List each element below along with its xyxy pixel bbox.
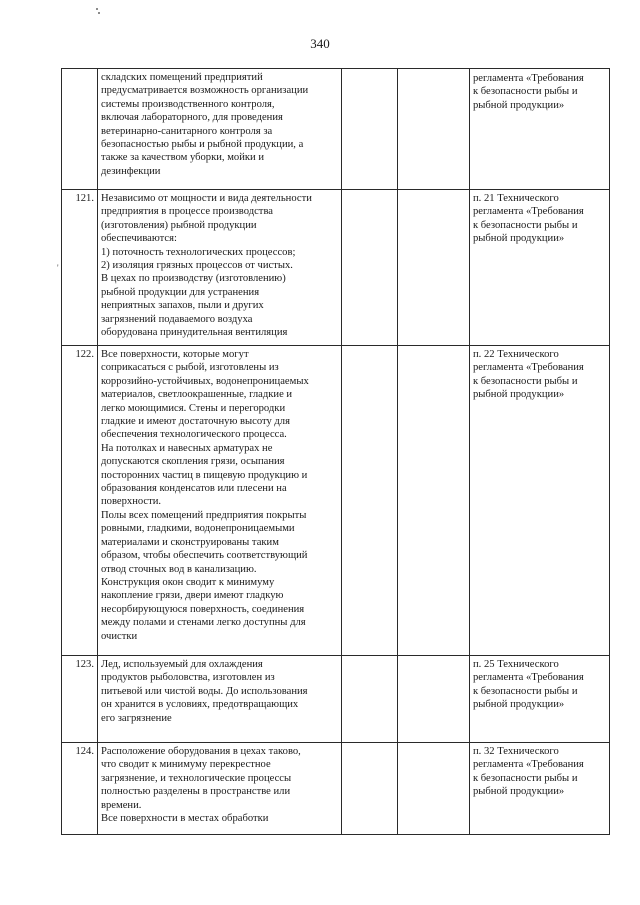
text-line: времени. — [101, 799, 142, 811]
text-line: Полы всех помещений предприятия покрыты — [101, 509, 307, 521]
requirements-table — [61, 68, 610, 835]
text-line: материалами и сконструированы таким — [101, 536, 279, 548]
text-line: предприятия в процессе производства — [101, 206, 274, 218]
text-line: соприкасаться с рыбой, изготовлены из — [101, 362, 279, 374]
text-line: регламента «Требования — [473, 206, 584, 218]
text-line: неприятных запахов, пыли и других — [101, 300, 264, 312]
text-line: безопасностью рыбы и рыбной продукции, а — [101, 139, 304, 151]
requirement-text — [98, 656, 342, 743]
text-line: п. 21 Технического — [473, 193, 559, 204]
text-line: допускаются скопления грязи, осыпания — [101, 456, 285, 468]
empty-cell-b — [398, 743, 470, 835]
table-row — [62, 743, 610, 835]
empty-cell-a — [342, 190, 398, 346]
text-line: ровными, гладкими, водонепроницаемыми — [101, 523, 295, 535]
requirement-text — [98, 69, 342, 190]
text-line: полностью разделены в пространстве или — [101, 786, 291, 798]
row-number: 123. — [62, 656, 98, 743]
table-body — [62, 69, 610, 835]
table-row — [62, 346, 610, 656]
text-line: оборудована принудительная вентиляция — [101, 327, 288, 339]
text-line: продуктов рыболовства, изготовлен из — [101, 672, 275, 684]
empty-cell-b — [398, 69, 470, 190]
empty-cell-a — [342, 346, 398, 656]
scan-speck — [96, 8, 98, 10]
table-row — [62, 190, 610, 346]
text-line: Все поверхности, которые могут — [101, 349, 249, 360]
text-line: п. 32 Технического — [473, 746, 559, 757]
text-line: он хранится в условиях, предотвращающих — [101, 699, 299, 711]
empty-cell-b — [398, 656, 470, 743]
reference-text — [470, 190, 610, 346]
requirement-text — [98, 346, 342, 656]
text-line: коррозийно-устойчивых, водонепроницаемых — [101, 375, 309, 387]
text-line: загрязнений подаваемого воздуха — [101, 313, 253, 325]
text-line: Расположение оборудования в цехах таково, — [101, 746, 301, 757]
reference-text — [470, 743, 610, 835]
empty-cell-b — [398, 190, 470, 346]
text-line: между полами и стенами легко доступны для — [101, 617, 306, 629]
text-line: материалов, светлоокрашенные, гладкие и — [101, 389, 293, 401]
table-row — [62, 69, 610, 190]
text-line: также за качеством уборки, мойки и — [101, 152, 264, 164]
text-line: На потолках и навесных арматурах не — [101, 442, 273, 454]
reference-text — [470, 656, 610, 743]
text-line: к безопасности рыбы и — [473, 219, 578, 231]
text-line: гладкие и имеют достаточную высоту для — [101, 416, 290, 428]
text-line: рыбной продукции» — [473, 99, 565, 111]
empty-cell-a — [342, 69, 398, 190]
text-line: регламента «Требования — [473, 672, 584, 684]
table-row — [62, 656, 610, 743]
text-line: легко моющимися. Стены и перегородки — [101, 402, 286, 414]
requirement-text — [98, 190, 342, 346]
text-line: накопление грязи, двери имеют гладкую — [101, 590, 284, 602]
text-line: регламента «Требования — [473, 73, 584, 84]
text-line: что сводит к минимуму перекрестное — [101, 759, 271, 771]
text-line: Лед, используемый для охлаждения — [101, 659, 263, 670]
requirement-text — [98, 743, 342, 835]
text-line: включая лабораторного, для проведения — [101, 112, 283, 124]
text-line: рыбной продукции» — [473, 233, 565, 245]
row-number: 124. — [62, 743, 98, 835]
row-number: 121. — [62, 190, 98, 346]
text-line: посторонних частиц в пищевую продукцию и — [101, 469, 308, 481]
text-line: 2) изоляция грязных процессов от чистых. — [101, 260, 293, 272]
text-line: рыбной продукции» — [473, 699, 565, 711]
text-line: складских помещений предприятий — [101, 72, 263, 83]
text-line: обеспечиваются: — [101, 233, 177, 245]
text-line: системы производственного контроля, — [101, 98, 275, 110]
text-line: поверхности. — [101, 496, 162, 508]
text-line: рыбной продукции» — [473, 389, 565, 401]
text-line: его загрязнение — [101, 712, 172, 724]
text-line: предусматривается возможность организации — [101, 85, 309, 97]
text-line: к безопасности рыбы и — [473, 772, 578, 784]
text-line: дезинфекции — [101, 165, 161, 177]
text-line: Конструкция окон сводит к минимуму — [101, 576, 275, 588]
text-line: обеспечения технологического процесса. — [101, 429, 287, 441]
text-line: к безопасности рыбы и — [473, 375, 578, 387]
text-line: рыбной продукции» — [473, 786, 565, 798]
text-line: рыбной продукции для устранения — [101, 286, 260, 298]
row-number: 122. — [62, 346, 98, 656]
text-line: очистки — [101, 630, 138, 642]
text-line: к безопасности рыбы и — [473, 685, 578, 697]
text-line: загрязнение, и технологические процессы — [101, 772, 292, 784]
text-line: п. 22 Технического — [473, 349, 559, 360]
text-line: отвод сточных вод в канализацию. — [101, 563, 257, 575]
text-line: п. 25 Технического — [473, 659, 559, 670]
scan-speck — [98, 12, 100, 14]
text-line: питьевой или чистой воды. До использования — [101, 685, 308, 697]
text-line: образом, чтобы обеспечить соответствующий — [101, 550, 308, 562]
margin-mark: ' — [57, 263, 59, 273]
text-line: 1) поточность технологических процессов; — [101, 246, 296, 258]
text-line: несорбирующуюся поверхность, соединения — [101, 603, 305, 615]
row-number — [62, 69, 98, 190]
text-line: Независимо от мощности и вида деятельности — [101, 193, 312, 204]
text-line: Все поверхности в местах обработки — [101, 813, 269, 825]
text-line: В цехах по производству (изготовлению) — [101, 273, 286, 285]
text-line: регламента «Требования — [473, 362, 584, 374]
text-line: к безопасности рыбы и — [473, 86, 578, 98]
page-number: 340 — [310, 36, 330, 51]
reference-text — [470, 346, 610, 656]
empty-cell-b — [398, 346, 470, 656]
text-line: (изготовления) рыбной продукции — [101, 219, 257, 231]
text-line: ветеринарно-санитарного контроля за — [101, 125, 273, 137]
text-line: образования конденсатов или плесени на — [101, 483, 287, 495]
empty-cell-a — [342, 656, 398, 743]
reference-text — [470, 69, 610, 190]
empty-cell-a — [342, 743, 398, 835]
text-line: регламента «Требования — [473, 759, 584, 771]
